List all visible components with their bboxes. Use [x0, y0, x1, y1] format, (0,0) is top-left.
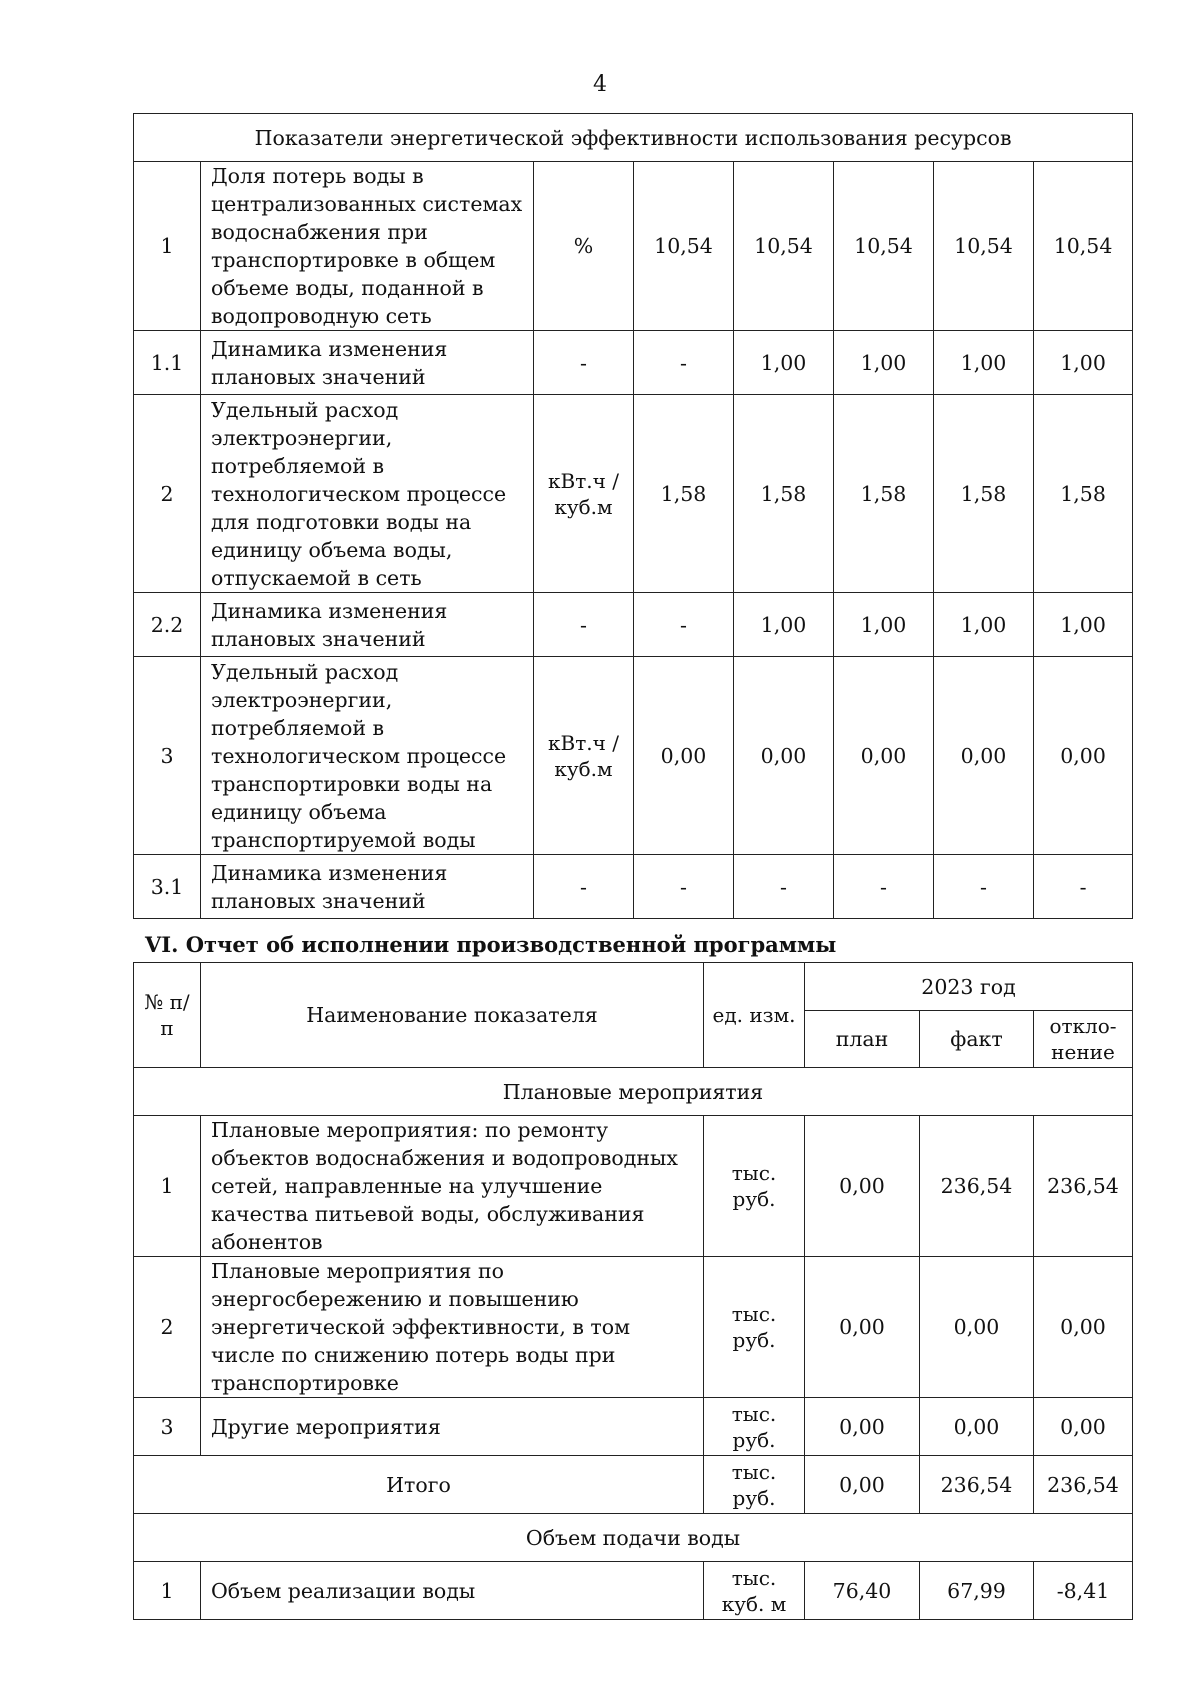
row-plan: 0,00: [805, 1456, 920, 1514]
row-value: 1,58: [634, 395, 734, 593]
header-fact: факт: [920, 1011, 1034, 1068]
row-deviation: 0,00: [1034, 1398, 1133, 1456]
table-row: [134, 331, 1133, 395]
row-value: -: [634, 331, 734, 395]
row-plan: 0,00: [805, 1116, 920, 1257]
section-title: VI. Отчет об исполнении производственной программы: [145, 932, 837, 957]
row-name: Удельный расход электроэнергии, потребляемой в технологическом процессе для подготовки воды на единицу объема воды, отпускаемой в сеть: [201, 395, 534, 593]
row-value: 1,00: [734, 593, 834, 657]
row-value: 0,00: [734, 657, 834, 855]
row-value: 0,00: [934, 657, 1034, 855]
group-header: Объем подачи воды: [134, 1514, 1133, 1562]
row-number: 3.1: [134, 855, 201, 919]
total-label: Итого: [134, 1456, 704, 1514]
row-fact: 67,99: [920, 1562, 1034, 1620]
row-value: -: [1034, 855, 1133, 919]
row-name: Динамика изменения плановых значений: [201, 855, 534, 919]
row-unit: -: [534, 593, 634, 657]
table-row: [134, 1257, 1133, 1398]
table-row: [134, 855, 1133, 919]
row-value: 1,58: [1034, 395, 1133, 593]
table-row: [134, 1398, 1133, 1456]
production-program-report-table: [133, 962, 1133, 1620]
row-deviation: 236,54: [1034, 1456, 1133, 1514]
row-value: 1,58: [734, 395, 834, 593]
row-value: 1,00: [1034, 331, 1133, 395]
table-row: [134, 1562, 1133, 1620]
row-name: Динамика изменения плановых значений: [201, 331, 534, 395]
row-value: -: [834, 855, 934, 919]
table-row: [134, 162, 1133, 331]
row-value: 0,00: [1034, 657, 1133, 855]
row-plan: 0,00: [805, 1257, 920, 1398]
energy-efficiency-table: [133, 113, 1133, 919]
row-value: 1,00: [834, 331, 934, 395]
row-value: 1,58: [834, 395, 934, 593]
header-unit: ед. изм.: [704, 963, 805, 1068]
row-deviation: 0,00: [1034, 1257, 1133, 1398]
row-plan: 0,00: [805, 1398, 920, 1456]
row-name: Доля потерь воды в централизованных системах водоснабжения при транспортировке в общем объеме воды, поданной в водопроводную сеть: [201, 162, 534, 331]
row-deviation: -8,41: [1034, 1562, 1133, 1620]
row-value: 1,00: [834, 593, 934, 657]
row-unit: -: [534, 331, 634, 395]
table-header: Показатели энергетической эффективности использования ресурсов: [134, 114, 1133, 162]
table-row: [134, 593, 1133, 657]
row-number: 2: [134, 1257, 201, 1398]
row-number: 1: [134, 1116, 201, 1257]
row-number: 1: [134, 162, 201, 331]
table-row: [134, 395, 1133, 593]
row-unit: -: [534, 855, 634, 919]
row-fact: 236,54: [920, 1456, 1034, 1514]
row-value: -: [934, 855, 1034, 919]
header-name: Наименование показателя: [201, 963, 704, 1068]
row-name: Плановые мероприятия по энергосбережению и повышению энергетической эффективности, в том числе по снижению потерь воды при транспортировке: [201, 1257, 704, 1398]
row-number: 2: [134, 395, 201, 593]
row-name: Динамика изменения плановых значений: [201, 593, 534, 657]
header-deviation: откло-нение: [1034, 1011, 1133, 1068]
header-year: 2023 год: [805, 963, 1133, 1011]
row-value: -: [634, 855, 734, 919]
row-unit: тыс. руб.: [704, 1398, 805, 1456]
row-plan: 76,40: [805, 1562, 920, 1620]
header-plan: план: [805, 1011, 920, 1068]
row-unit: тыс. руб.: [704, 1456, 805, 1514]
header-num: № п/п: [134, 963, 201, 1068]
group-header: Плановые мероприятия: [134, 1068, 1133, 1116]
row-number: 3: [134, 657, 201, 855]
page-number: 4: [593, 72, 607, 97]
row-unit: кВт.ч / куб.м: [534, 657, 634, 855]
row-name: Плановые мероприятия: по ремонту объектов водоснабжения и водопроводных сетей, направленные на улучшение качества питьевой воды, обслуживания абонентов: [201, 1116, 704, 1257]
row-value: 1,00: [934, 331, 1034, 395]
row-value: 10,54: [834, 162, 934, 331]
row-unit: %: [534, 162, 634, 331]
row-value: 1,58: [934, 395, 1034, 593]
row-unit: тыс. руб.: [704, 1116, 805, 1257]
row-value: 1,00: [1034, 593, 1133, 657]
row-deviation: 236,54: [1034, 1116, 1133, 1257]
table-row: [134, 1116, 1133, 1257]
row-value: 0,00: [834, 657, 934, 855]
row-unit: тыс. руб.: [704, 1257, 805, 1398]
row-value: -: [734, 855, 834, 919]
row-number: 3: [134, 1398, 201, 1456]
row-fact: 0,00: [920, 1398, 1034, 1456]
total-row: [134, 1456, 1133, 1514]
row-value: 10,54: [634, 162, 734, 331]
row-value: 1,00: [934, 593, 1034, 657]
table-row: [134, 657, 1133, 855]
row-value: 0,00: [634, 657, 734, 855]
row-value: -: [634, 593, 734, 657]
row-number: 1.1: [134, 331, 201, 395]
row-unit: кВт.ч / куб.м: [534, 395, 634, 593]
row-number: 1: [134, 1562, 201, 1620]
row-value: 10,54: [934, 162, 1034, 331]
row-value: 1,00: [734, 331, 834, 395]
row-name: Объем реализации воды: [201, 1562, 704, 1620]
row-value: 10,54: [734, 162, 834, 331]
row-fact: 236,54: [920, 1116, 1034, 1257]
row-name: Удельный расход электроэнергии, потребляемой в технологическом процессе транспортировки воды на единицу объема транспортируемой воды: [201, 657, 534, 855]
row-number: 2.2: [134, 593, 201, 657]
row-value: 10,54: [1034, 162, 1133, 331]
row-unit: тыс. куб. м: [704, 1562, 805, 1620]
row-fact: 0,00: [920, 1257, 1034, 1398]
row-name: Другие мероприятия: [201, 1398, 704, 1456]
